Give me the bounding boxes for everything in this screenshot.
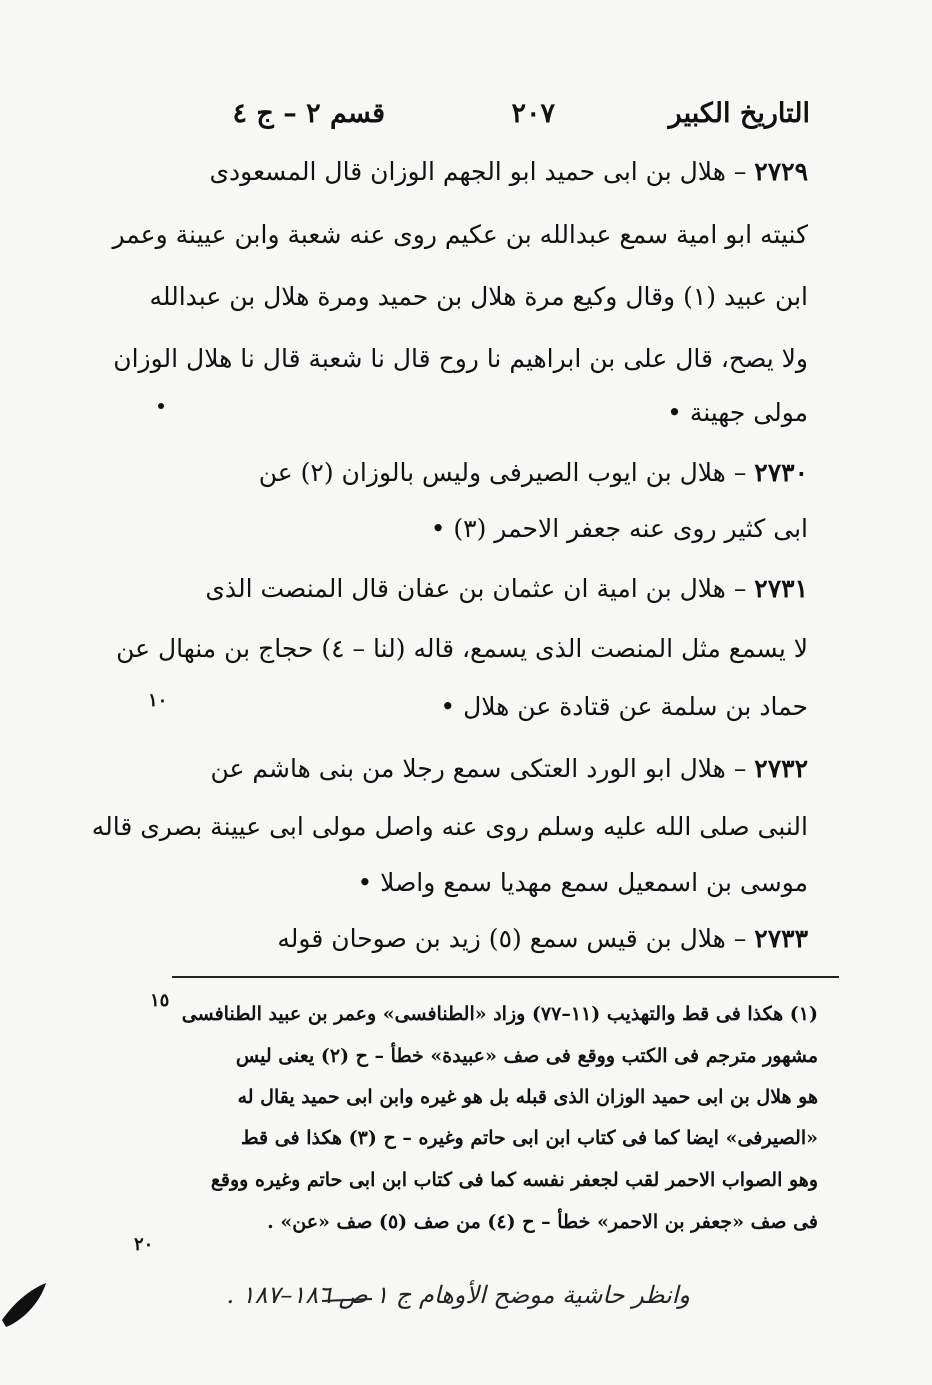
- part-volume-label: قسم ٢ – ج ٤: [232, 98, 385, 129]
- entry-line: ٢٧٣٣ – هلال بن قيس سمع (٥) زيد بن صوحان قوله: [277, 924, 808, 953]
- entry-line: ٢٧٢٩ – هلال بن ابى حميد ابو الجهم الوزان قال المسعودى: [209, 157, 808, 186]
- footnote-line: «الصيرفى» ايضا كما فى كتاب ابن ابى حاتم وغيره – ح (٣) هكذا فى قط: [240, 1127, 818, 1149]
- entry-text: هلال ابو الورد العتكى سمع رجلا من بنى هاشم عن: [210, 754, 726, 783]
- entry-text: هلال بن قيس سمع (٥) زيد بن صوحان قوله: [277, 924, 726, 953]
- entry-line: ٢٧٣٠ – هلال بن ايوب الصيرفى وليس بالوزان (٢) عن: [258, 458, 808, 487]
- entry-line: ابن عبيد (١) وقال وكيع مرة هلال بن حميد ومرة هلال بن عبدالله: [149, 282, 808, 311]
- footnote-separator: [172, 976, 839, 978]
- line-number-10: ١٠: [148, 690, 168, 711]
- page-number: ٢٠٧: [511, 98, 555, 129]
- entry-number: ٢٧٣٣: [754, 924, 808, 953]
- footnote-line: هو هلال بن ابى حميد الوزان الذى قبله بل هو غيره وابن ابى حميد يقال له: [237, 1086, 818, 1108]
- entry-line: مولى جهينة •: [667, 398, 808, 427]
- footnote-line: (١) هكذا فى قط والتهذيب (١١–٧٧) وزاد «الطنافسى» وعمر بن عبيد الطنافسى: [181, 1003, 818, 1025]
- entry-line: ٢٧٣٢ – هلال ابو الورد العتكى سمع رجلا من بنى هاشم عن: [210, 754, 808, 783]
- line-number-15: ١٥: [150, 990, 170, 1011]
- entry-text: هلال بن ابى حميد ابو الجهم الوزان قال المسعودى: [209, 157, 726, 186]
- footnote-line: مشهور مترجم فى الكتب ووقع فى صف «عبيدة» خطأ – ح (٢) يعنى ليس: [235, 1045, 818, 1067]
- entry-line: موسى بن اسمعيل سمع مهديا سمع واصلا •: [357, 868, 808, 897]
- entry-text: هلال بن ايوب الصيرفى وليس بالوزان (٢) عن: [258, 458, 726, 487]
- entry-line: ولا يصح، قال على بن ابراهيم نا روح قال نا شعبة قال نا هلال الوزان: [113, 344, 808, 373]
- entry-line: حماد بن سلمة عن قتادة عن هلال •: [440, 692, 808, 721]
- entry-line: النبى صلى الله عليه وسلم روى عنه واصل مولى ابى عيينة بصرى قاله: [91, 812, 808, 841]
- entry-number: ٢٧٣٢: [754, 754, 808, 783]
- entry-line: كنيته ابو امية سمع عبدالله بن عكيم روى عنه شعبة وابن عيينة وعمر: [112, 220, 808, 249]
- entry-line: ابى كثير روى عنه جعفر الاحمر (٣) •: [430, 514, 808, 543]
- margin-dot: [158, 403, 164, 409]
- page-header: [190, 98, 810, 142]
- entry-text: هلال بن امية ان عثمان بن عفان قال المنصت الذى: [205, 574, 726, 603]
- handwritten-annotation: [0, 1255, 932, 1365]
- entry-number: ٢٧٢٩: [754, 157, 808, 186]
- line-number-20: ٢٠: [134, 1234, 154, 1255]
- footnote-line: فى صف «جعفر بن الاحمر» خطأ – ح (٤) من صف (٥) صف «عن» .: [267, 1211, 818, 1233]
- ink-blot: [2, 1283, 46, 1327]
- footnote-line: وهو الصواب الاحمر لقب لجعفر نفسه كما فى كتاب ابن ابى حاتم وغيره ووقع: [210, 1169, 818, 1191]
- entry-number: ٢٧٣١: [754, 574, 808, 603]
- entry-line: ٢٧٣١ – هلال بن امية ان عثمان بن عفان قال المنصت الذى: [205, 574, 808, 603]
- handwritten-note-text: وانظر حاشية موضح الأوهام ج ١ ص ١٨٦–١٨٧ .: [226, 1281, 690, 1309]
- entry-number: ٢٧٣٠: [754, 458, 808, 487]
- running-title: التاريخ الكبير: [668, 98, 810, 129]
- entry-line: لا يسمع مثل المنصت الذى يسمع، قاله (لنا – ٤) حجاج بن منهال عن: [116, 634, 808, 663]
